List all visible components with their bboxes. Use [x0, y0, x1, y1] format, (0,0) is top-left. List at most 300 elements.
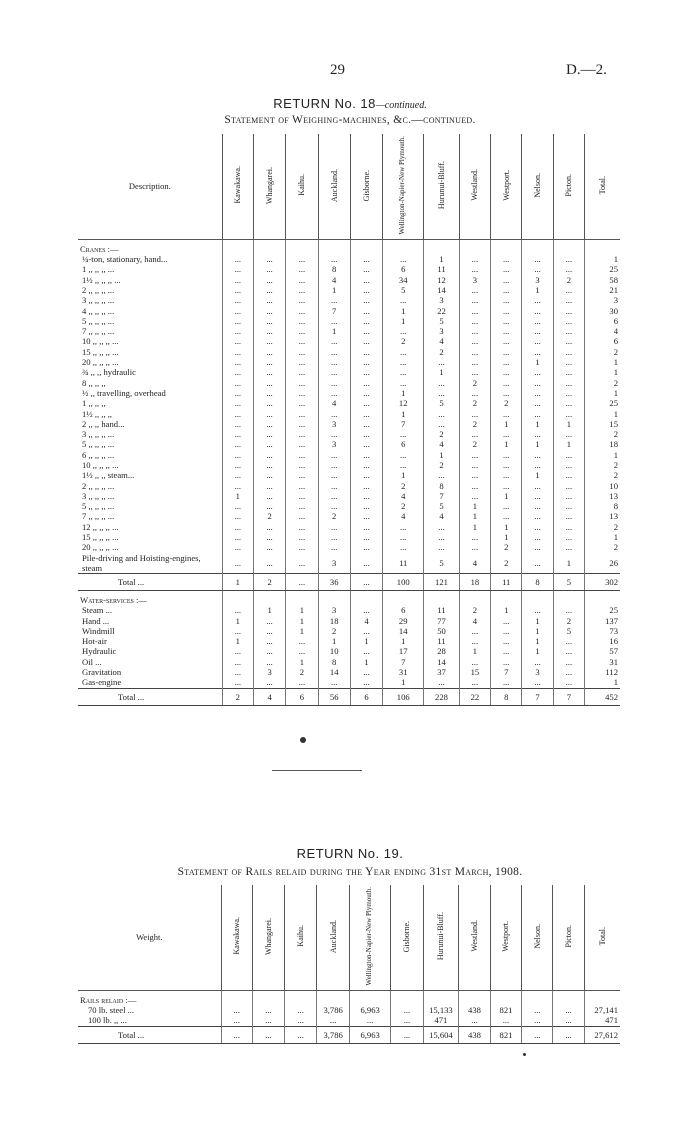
cell-value: ...	[553, 316, 584, 326]
cell-value: 2	[459, 605, 490, 615]
cell-value: ...	[253, 646, 285, 656]
cell-value: ...	[253, 657, 285, 667]
cell-value: 4	[383, 491, 424, 501]
cell-value: ...	[253, 398, 285, 408]
column-header	[423, 885, 459, 990]
cell-value: 30	[585, 306, 620, 316]
cell-value: ...	[286, 316, 318, 326]
cell-value: ...	[349, 1015, 390, 1026]
table-row	[78, 605, 620, 615]
row-label: Steam ...	[82, 605, 113, 616]
cell-value: 1	[585, 388, 620, 398]
cell-value: 2	[424, 460, 459, 470]
row-label: 3 ,, ,, ,, ...	[82, 295, 115, 306]
cell-value: ...	[491, 450, 522, 460]
row-label: 20 ,, ,, ,, ...	[82, 542, 119, 553]
cell-value: ...	[491, 316, 522, 326]
cell-value: ...	[286, 522, 318, 532]
cell-value: 1	[553, 439, 584, 449]
cell-value: ...	[318, 388, 350, 398]
cell-value: ...	[318, 347, 350, 357]
cell-value: ...	[286, 285, 318, 295]
row-label: 3 ,, ,, ,, ...	[82, 490, 115, 501]
cell-value: ...	[252, 1026, 284, 1043]
cell-value: 452	[585, 688, 620, 705]
cell-value: ...	[391, 1026, 423, 1043]
table-row	[78, 326, 620, 336]
row-label: 5 ,, ,, ,, ...	[82, 501, 115, 512]
cell-value: 5	[424, 553, 459, 574]
cell-value: ...	[350, 316, 382, 326]
table-row	[78, 481, 620, 491]
empty-cell	[459, 990, 490, 1005]
cell-value: ...	[522, 429, 553, 439]
cell-value: ...	[222, 522, 253, 532]
cell-value: ...	[553, 501, 584, 511]
cell-value: 3,786	[317, 1026, 350, 1043]
cell-value: ...	[222, 264, 253, 274]
cell-value: ...	[522, 398, 553, 408]
cell-value: 26	[585, 553, 620, 574]
cell-value: ...	[459, 657, 490, 667]
cell-value: ...	[553, 429, 584, 439]
column-header-label: Whangarei.	[265, 166, 275, 204]
column-header-label: Westland.	[470, 169, 480, 202]
cell-value: ...	[253, 275, 285, 285]
cell-value: ...	[459, 677, 490, 688]
cell-value: ...	[459, 481, 490, 491]
cell-value: 1	[383, 388, 424, 398]
cell-value: ...	[286, 275, 318, 285]
cell-value: ...	[350, 295, 382, 305]
cell-value: ...	[459, 336, 490, 346]
column-header-label: Hurunui-Bluff.	[437, 161, 446, 210]
cell-value: ...	[522, 553, 553, 574]
cell-value: ...	[491, 626, 522, 636]
empty-cell	[221, 990, 252, 1005]
table-row	[78, 636, 620, 646]
cell-value: 1	[286, 616, 318, 626]
cell-value: 36	[318, 573, 350, 590]
cell-value: ...	[252, 1015, 284, 1026]
row-label: 2 ,, ,, ,, ...	[82, 284, 115, 295]
table-row	[78, 511, 620, 521]
return-19-title: RETURN No. 19.	[296, 846, 404, 861]
column-header	[490, 885, 521, 990]
cell-value: ...	[553, 336, 584, 346]
cell-value: ...	[253, 388, 285, 398]
row-label: Total ...	[78, 688, 222, 705]
cell-value: ...	[459, 316, 490, 326]
table-row	[78, 646, 620, 656]
empty-cell	[584, 990, 620, 1005]
cell-value: ...	[222, 532, 253, 542]
cell-value: ...	[491, 336, 522, 346]
cell-value: 8	[424, 481, 459, 491]
cell-value: ...	[253, 616, 285, 626]
cell-value: 15,604	[423, 1026, 459, 1043]
row-label: 7 ,, ,, ,, ...	[82, 326, 115, 337]
cell-value: ...	[553, 295, 584, 305]
cell-value: ...	[491, 429, 522, 439]
empty-cell	[459, 239, 490, 254]
cell-value: 438	[459, 1005, 490, 1015]
cell-value: ...	[222, 626, 253, 636]
row-label: Gas-engine	[82, 677, 122, 688]
cell-value: 471	[584, 1015, 620, 1026]
cell-value: ...	[553, 254, 584, 264]
column-header	[459, 885, 490, 990]
cell-value: ...	[491, 409, 522, 419]
cell-value: ...	[350, 275, 382, 285]
row-label: 1 ,, ,, ,, ...	[82, 264, 115, 275]
cell-value: ...	[424, 388, 459, 398]
cell-value: 1	[222, 573, 253, 590]
cell-value: 2	[553, 275, 584, 285]
cell-value: 14	[424, 285, 459, 295]
cell-value: ...	[318, 409, 350, 419]
row-label: 1½ ,, ,, ,, ...	[82, 274, 121, 285]
cell-value: ...	[491, 275, 522, 285]
cell-value: 1	[222, 616, 253, 626]
cell-value: ...	[350, 491, 382, 501]
cell-value: 2	[424, 429, 459, 439]
cell-value: ...	[222, 605, 253, 615]
cell-value: 56	[318, 688, 350, 705]
cell-value: ...	[553, 326, 584, 336]
cell-value: 14	[424, 657, 459, 667]
cell-value: 2	[459, 398, 490, 408]
cell-value: ...	[553, 264, 584, 274]
column-header-label: Total.	[597, 927, 607, 946]
cell-value: 2	[424, 347, 459, 357]
empty-cell	[253, 590, 285, 605]
table-row	[78, 306, 620, 316]
cell-value: ...	[350, 667, 382, 677]
cell-value: ...	[491, 367, 522, 377]
row-label: ½ ,, travelling, overhead	[82, 387, 166, 398]
cell-value: ...	[222, 667, 253, 677]
cell-value: 1	[522, 285, 553, 295]
cell-value: ...	[424, 357, 459, 367]
cell-value: ...	[424, 522, 459, 532]
cell-value: ...	[286, 439, 318, 449]
table-row	[78, 1015, 620, 1026]
return-19-statement-text: Statement of Rails relaid during the Year ending 31st March, 1908.	[177, 866, 523, 878]
cell-value: ...	[383, 357, 424, 367]
cell-value: 3	[424, 326, 459, 336]
empty-cell	[383, 590, 424, 605]
row-label: Hydraulic	[82, 646, 117, 657]
cell-value: 6	[286, 688, 318, 705]
cell-value: ...	[491, 481, 522, 491]
cell-value: ...	[350, 367, 382, 377]
cell-value: 28	[424, 646, 459, 656]
cell-value: ...	[318, 336, 350, 346]
cell-value: ...	[286, 306, 318, 316]
cell-value: 13	[585, 491, 620, 501]
cell-value: ...	[286, 326, 318, 336]
cell-value: ...	[318, 295, 350, 305]
cell-value: ...	[318, 491, 350, 501]
return-18-continued: —continued.	[375, 100, 427, 111]
empty-cell	[553, 990, 584, 1005]
cell-value: 1	[424, 254, 459, 264]
cell-value: ...	[491, 511, 522, 521]
cell-value: 2	[585, 429, 620, 439]
cell-value: 25	[585, 398, 620, 408]
cell-value: ...	[522, 326, 553, 336]
cell-value: 1	[491, 605, 522, 615]
table-row	[78, 336, 620, 346]
cell-value: 2	[383, 481, 424, 491]
cell-value: 37	[424, 667, 459, 677]
cell-value: ...	[286, 553, 318, 574]
table-row	[78, 460, 620, 470]
column-header	[522, 885, 553, 990]
cell-value: 1	[585, 409, 620, 419]
cell-value: ...	[553, 657, 584, 667]
column-header	[584, 885, 620, 990]
cell-value: 2	[585, 522, 620, 532]
row-label: 7 ,, ,, ,, ...	[82, 511, 115, 522]
cell-value: 1	[286, 626, 318, 636]
cell-value: 1	[350, 636, 382, 646]
cell-value: ...	[286, 470, 318, 480]
cell-value: 1	[585, 254, 620, 264]
cell-value: ...	[522, 254, 553, 264]
cell-value: 4	[318, 398, 350, 408]
cell-value: ...	[459, 470, 490, 480]
cell-value: 2	[253, 511, 285, 521]
cell-value: 22	[459, 688, 490, 705]
table-row	[78, 667, 620, 677]
column-header-label: Gisborne.	[402, 920, 412, 952]
empty-cell	[318, 239, 350, 254]
cell-value: ...	[491, 460, 522, 470]
cell-value: ...	[286, 264, 318, 274]
table-row	[78, 439, 620, 449]
cell-value: ...	[553, 1005, 584, 1015]
cell-value: ...	[491, 264, 522, 274]
row-label: 3 ,, ,, ,, ...	[82, 429, 115, 440]
cell-value: ...	[553, 367, 584, 377]
column-header	[391, 885, 423, 990]
cell-value: ...	[350, 285, 382, 295]
cell-value: 2	[553, 616, 584, 626]
row-label: Total ...	[78, 573, 222, 590]
cell-value: ...	[222, 295, 253, 305]
cell-value: 1	[585, 357, 620, 367]
empty-cell	[459, 590, 490, 605]
cell-value: 18	[585, 439, 620, 449]
cell-value: 1	[253, 605, 285, 615]
cell-value: ...	[222, 388, 253, 398]
cell-value: ...	[553, 532, 584, 542]
row-label: 12 ,, ,, ,, ...	[82, 521, 119, 532]
cell-value: ...	[318, 522, 350, 532]
cell-value: ...	[553, 470, 584, 480]
cell-value: 1	[491, 491, 522, 501]
cell-value: ...	[383, 460, 424, 470]
empty-cell	[522, 590, 553, 605]
cell-value: 10	[318, 646, 350, 656]
cell-value: 27,141	[584, 1005, 620, 1015]
cell-value: ...	[253, 367, 285, 377]
cell-value: ...	[553, 347, 584, 357]
cell-value: 1	[585, 677, 620, 688]
cell-value: 13	[585, 511, 620, 521]
cell-value: ...	[522, 450, 553, 460]
cell-value: 4	[585, 326, 620, 336]
cell-value: ...	[522, 378, 553, 388]
cell-value: 1	[522, 419, 553, 429]
column-header	[318, 134, 350, 239]
cell-value: ...	[459, 542, 490, 552]
cell-value: ...	[383, 522, 424, 532]
cell-value: ...	[553, 460, 584, 470]
cell-value: ...	[318, 254, 350, 264]
column-header	[553, 885, 584, 990]
section-label-row	[78, 990, 620, 1005]
cell-value: 1	[491, 522, 522, 532]
cell-value: 6	[585, 336, 620, 346]
cell-value: 228	[424, 688, 459, 705]
cell-value: 5	[424, 501, 459, 511]
cell-value: ...	[318, 532, 350, 542]
table-row	[78, 419, 620, 429]
section-label: Water-services :—	[80, 594, 147, 605]
table-row	[78, 491, 620, 501]
cell-value: ...	[222, 398, 253, 408]
table-row	[78, 429, 620, 439]
cell-value: 2	[286, 667, 318, 677]
column-header	[424, 134, 459, 239]
cell-value: ...	[286, 636, 318, 646]
column-header-label: Westport.	[501, 169, 511, 201]
cell-value: 4	[424, 511, 459, 521]
column-header	[522, 134, 553, 239]
cell-value: ...	[350, 347, 382, 357]
column-header	[222, 134, 253, 239]
cell-value: 6	[350, 688, 382, 705]
cell-value: ...	[350, 542, 382, 552]
empty-cell	[553, 239, 584, 254]
cell-value: 100	[383, 573, 424, 590]
cell-value: 3,786	[317, 1005, 350, 1015]
cell-value: 137	[585, 616, 620, 626]
column-header-label: Weight.	[136, 932, 163, 943]
cell-value: ...	[522, 511, 553, 521]
cell-value: ...	[253, 677, 285, 688]
cell-value: ...	[553, 388, 584, 398]
empty-cell	[286, 590, 318, 605]
cell-value: ...	[286, 388, 318, 398]
cell-value: ...	[286, 419, 318, 429]
cell-value: ...	[350, 626, 382, 636]
cell-value: 73	[585, 626, 620, 636]
cell-value: 3	[522, 667, 553, 677]
column-header-label: Nelson.	[533, 172, 543, 198]
cell-value: ...	[522, 542, 553, 552]
cell-value: ...	[459, 532, 490, 542]
cell-value: ...	[491, 254, 522, 264]
cell-value: ...	[222, 285, 253, 295]
empty-cell	[349, 990, 390, 1005]
cell-value: ...	[350, 357, 382, 367]
table-row	[78, 657, 620, 667]
cell-value: ...	[222, 419, 253, 429]
cell-value: ...	[286, 357, 318, 367]
empty-cell	[391, 990, 423, 1005]
cell-value: 1	[286, 657, 318, 667]
cell-value: ...	[350, 470, 382, 480]
cell-value: ...	[459, 295, 490, 305]
empty-cell	[585, 590, 620, 605]
cell-value: 1	[522, 470, 553, 480]
cell-value: 1	[286, 605, 318, 615]
column-header	[383, 134, 424, 239]
cell-value: 1	[350, 657, 382, 667]
cell-value: ...	[286, 254, 318, 264]
cell-value: ...	[522, 491, 553, 501]
empty-cell	[253, 239, 285, 254]
cell-value: ...	[459, 1015, 490, 1026]
cell-value: ...	[522, 501, 553, 511]
cell-value: 1	[318, 285, 350, 295]
column-header	[253, 134, 285, 239]
cell-value: ...	[383, 295, 424, 305]
column-header	[553, 134, 584, 239]
section-label: Rails relaid :—	[78, 990, 221, 1005]
cell-value: ...	[222, 677, 253, 688]
table-row	[78, 501, 620, 511]
table-row	[78, 398, 620, 408]
empty-cell	[318, 590, 350, 605]
cell-value: ...	[391, 1005, 423, 1015]
cell-value: ...	[286, 450, 318, 460]
cell-value: ...	[522, 316, 553, 326]
cell-value: 3	[424, 295, 459, 305]
cell-value: ...	[318, 450, 350, 460]
cell-value: ...	[318, 367, 350, 377]
table-row	[78, 553, 620, 574]
cell-value: ...	[222, 378, 253, 388]
cell-value: 25	[585, 605, 620, 615]
cell-value: ...	[522, 264, 553, 274]
cell-value: ...	[491, 470, 522, 480]
cell-value: 6	[585, 316, 620, 326]
cell-value: 7	[424, 491, 459, 501]
cell-value: ...	[522, 605, 553, 615]
cell-value: ...	[222, 481, 253, 491]
cell-value: ...	[491, 646, 522, 656]
cell-value: ...	[553, 605, 584, 615]
table-row	[78, 1005, 620, 1015]
cell-value: ...	[459, 409, 490, 419]
cell-value: 1	[424, 450, 459, 460]
cell-value: ...	[222, 254, 253, 264]
empty-cell	[553, 590, 584, 605]
cell-value: ...	[318, 357, 350, 367]
cell-value: 5	[553, 626, 584, 636]
row-label: Hot-air	[82, 636, 107, 647]
cell-value: ...	[459, 388, 490, 398]
empty-cell	[585, 239, 620, 254]
empty-cell	[522, 239, 553, 254]
cell-value: ...	[222, 450, 253, 460]
cell-value: 302	[585, 573, 620, 590]
